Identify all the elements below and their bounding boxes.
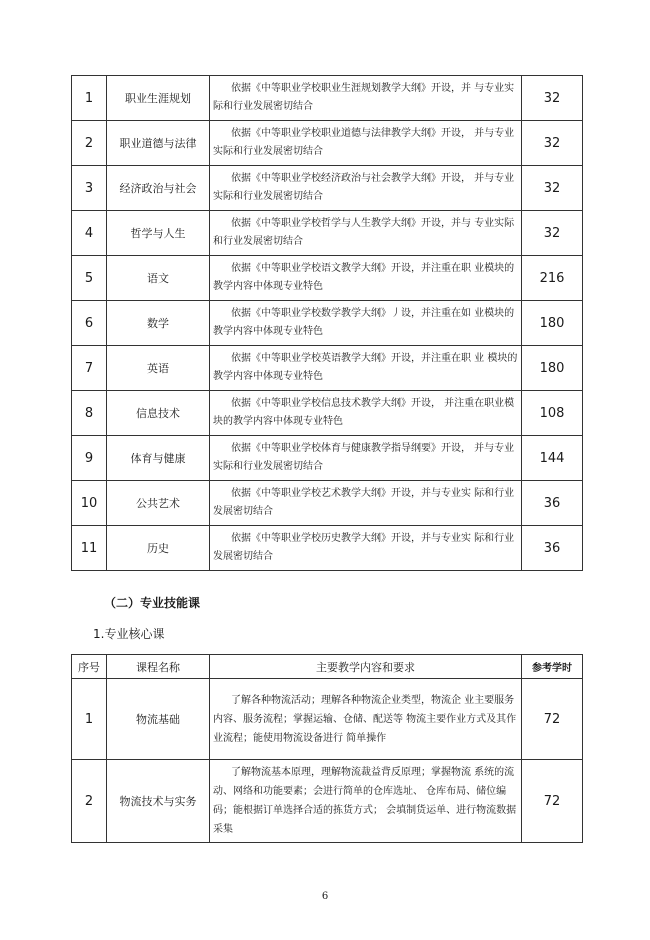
table-row xyxy=(72,760,583,843)
course-number: 10 xyxy=(72,481,107,526)
course-name: 物流技术与实务 xyxy=(107,760,210,843)
header-hours: 参考学时 xyxy=(522,655,583,679)
course-description xyxy=(210,211,522,256)
course-description xyxy=(210,166,522,211)
course-name: 语文 xyxy=(107,256,210,301)
course-description xyxy=(210,76,522,121)
course-number: 3 xyxy=(72,166,107,211)
course-number: 7 xyxy=(72,346,107,391)
course-number: 4 xyxy=(72,211,107,256)
course-description xyxy=(210,526,522,571)
course-hours: 144 xyxy=(522,436,583,481)
table-row xyxy=(72,481,583,526)
table-row xyxy=(72,679,583,760)
course-description-text: 依据《中等职业学校职业道德与法律教学大纲》开设， 并与专业实际和行业发展密切结合 xyxy=(213,128,515,157)
subsection-title: 1.专业核心课 xyxy=(93,627,165,641)
course-hours: 36 xyxy=(522,481,583,526)
course-name: 职业道德与法律 xyxy=(107,121,210,166)
table-row xyxy=(72,211,583,256)
course-number: 1 xyxy=(72,679,107,760)
course-description-text: 依据《中等职业学校信息技术教学大纲》开设， 并注重在职业模块的教学内容中体现专业特色 xyxy=(213,398,515,427)
course-number: 8 xyxy=(72,391,107,436)
course-name: 物流基础 xyxy=(107,679,210,760)
course-description-text: 依据《中等职业学校语文教学大纲》开设，并注重在职 业模块的教学内容中体现专业特色 xyxy=(213,263,515,292)
course-description xyxy=(210,301,522,346)
table-row xyxy=(72,166,583,211)
course-description xyxy=(210,760,522,843)
course-hours: 180 xyxy=(522,346,583,391)
course-description xyxy=(210,391,522,436)
header-desc: 主要教学内容和要求 xyxy=(210,655,522,679)
course-name: 哲学与人生 xyxy=(107,211,210,256)
course-number: 9 xyxy=(72,436,107,481)
table-row xyxy=(72,121,583,166)
course-hours: 108 xyxy=(522,391,583,436)
course-name: 公共艺术 xyxy=(107,481,210,526)
course-name: 信息技术 xyxy=(107,391,210,436)
course-hours: 32 xyxy=(522,76,583,121)
course-description xyxy=(210,679,522,760)
header-no: 序号 xyxy=(72,655,107,679)
table-row xyxy=(72,76,583,121)
course-name: 体育与健康 xyxy=(107,436,210,481)
course-description-text: 依据《中等职业学校经济政治与社会教学大纲》开设， 并与专业实际和行业发展密切结合 xyxy=(213,173,515,202)
page-number: 6 xyxy=(321,891,329,902)
course-number: 2 xyxy=(72,760,107,843)
table-row xyxy=(72,256,583,301)
course-description-text: 依据《中等职业学校职业生涯规划教学大纲》开设，并 与专业实际和行业发展密切结合 xyxy=(213,83,515,112)
course-number: 6 xyxy=(72,301,107,346)
course-hours: 32 xyxy=(522,166,583,211)
course-hours: 36 xyxy=(522,526,583,571)
course-description xyxy=(210,256,522,301)
course-name: 英语 xyxy=(107,346,210,391)
course-number: 11 xyxy=(72,526,107,571)
course-description xyxy=(210,346,522,391)
course-description xyxy=(210,121,522,166)
course-hours: 180 xyxy=(522,301,583,346)
course-hours: 32 xyxy=(522,211,583,256)
course-hours: 216 xyxy=(522,256,583,301)
course-name: 历史 xyxy=(107,526,210,571)
table-row xyxy=(72,526,583,571)
course-hours: 32 xyxy=(522,121,583,166)
table-row xyxy=(72,436,583,481)
section-title: （二）专业技能课 xyxy=(104,596,201,610)
course-description-text: 依据《中等职业学校数学教学大纲》丿设，并注重在如 业模块的教学内容中体现专业特色 xyxy=(213,308,515,337)
table-row xyxy=(72,391,583,436)
table-row xyxy=(72,346,583,391)
table-header-row xyxy=(72,655,583,679)
course-number: 5 xyxy=(72,256,107,301)
course-description-text: 依据《中等职业学校历史教学大纲》开设，并与专业实 际和行业发展密切结合 xyxy=(213,533,515,562)
core-course-table xyxy=(71,654,583,843)
header-name: 课程名称 xyxy=(107,655,210,679)
course-description-text: 了解各种物流活动；理解各种物流企业类型，物流企 业主要服务内容、服务流程；掌握运输、仓储、配送等 物流主要作业方式及其作业流程；能使用物流设备进行 简单操作 xyxy=(213,694,517,744)
course-description xyxy=(210,436,522,481)
course-number: 1 xyxy=(72,76,107,121)
course-name: 数学 xyxy=(107,301,210,346)
course-hours: 72 xyxy=(522,760,583,843)
public-course-table xyxy=(71,75,583,571)
course-name: 经济政治与社会 xyxy=(107,166,210,211)
table-row xyxy=(72,301,583,346)
course-number: 2 xyxy=(72,121,107,166)
course-description-text: 依据《中等职业学校体育与健康教学指导纲要》开设， 并与专业实际和行业发展密切结合 xyxy=(213,443,515,472)
course-hours: 72 xyxy=(522,679,583,760)
course-name: 职业生涯规划 xyxy=(107,76,210,121)
course-description-text: 了解物流基本原理，理解物流裁益背反原理；掌握物流 系统的流动、网络和功能要素；会进行简单的仓库选址、 仓库布局、储位编码；能根据订单选择合适的拣货方式； 会填制货运单、进行物流数据采集 xyxy=(213,767,517,835)
course-description-text: 依据《中等职业学校艺术教学大纲》开设，并与专业实 际和行业发展密切结合 xyxy=(213,488,515,517)
course-description xyxy=(210,481,522,526)
course-description-text: 依据《中等职业学校哲学与人生教学大纲》开设，并与 专业实际和行业发展密切结合 xyxy=(213,218,515,247)
course-description-text: 依据《中等职业学校英语教学大纲》开设，并注重在职 业 模块的 教学内容中体现专业特色 xyxy=(213,353,518,382)
